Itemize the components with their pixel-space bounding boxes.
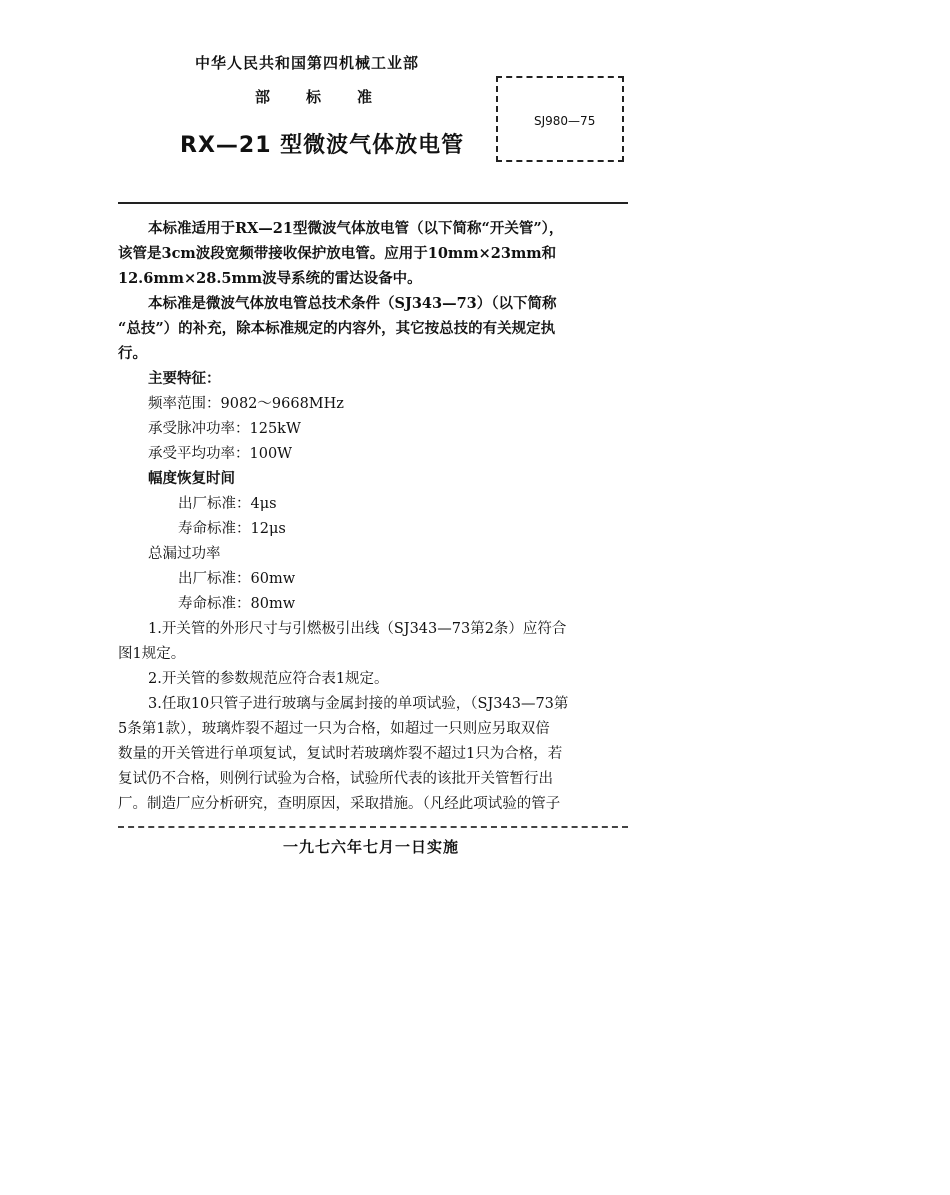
feature-pulse-power: 承受脉冲功率：125kW	[148, 421, 301, 437]
standard-code: SJ980—75	[534, 114, 596, 128]
para1-line1: 本标准适用于RX—21型微波气体放电管（以下简称“开关管”），	[148, 220, 564, 237]
para1-line3: 12.6mm×28.5mm波导系统的雷达设备中。	[118, 270, 422, 287]
item3-line3: 数量的开关管进行单项复试，复试时若玻璃炸裂不超过1只为合格，若	[118, 746, 563, 762]
title-divider	[118, 202, 628, 204]
para1-line2: 该管是3cm波段宽频带接收保护放电管。应用于10mm×23mm和	[118, 245, 557, 262]
item3-line1: 3.任取10只管子进行玻璃与金属封接的单项试验，（SJ343—73第	[148, 696, 569, 712]
leakage-life-standard: 寿命标准：80mw	[178, 596, 296, 612]
document-title: RX—21 型微波气体放电管	[180, 133, 465, 158]
recovery-life-standard: 寿命标准：12μs	[178, 521, 286, 537]
ministry-heading: 中华人民共和国第四机械工业部	[195, 54, 420, 72]
feature-average-power: 承受平均功率：100W	[148, 446, 293, 462]
para2-line2: “总技”）的补充，除本标准规定的内容外，其它按总技的有关规定执	[118, 320, 556, 337]
item1-line2: 图1规定。	[118, 646, 186, 662]
item1-line1: 1.开关管的外形尺寸与引燃极引出线（SJ343—73第2条）应符合	[148, 621, 567, 637]
feature-leakage-power: 总漏过功率	[148, 546, 221, 562]
item2: 2.开关管的参数规范应符合表1规定。	[148, 671, 389, 687]
leakage-factory-standard: 出厂标准：60mw	[178, 571, 296, 587]
recovery-factory-standard: 出厂标准：4μs	[178, 496, 277, 512]
effective-date: 一九七六年七月一日实施	[283, 838, 460, 856]
standard-code-box	[496, 76, 624, 162]
standard-label: 部标准	[255, 88, 409, 106]
feature-frequency: 频率范围：9082～9668MHz	[148, 396, 344, 412]
footer-divider	[118, 826, 628, 828]
para2-line3: 行。	[118, 345, 147, 362]
item3-line5: 厂。制造厂应分析研究，查明原因，采取措施。（凡经此项试验的管子	[118, 796, 561, 812]
item3-line4: 复试仍不合格，则例行试验为合格，试验所代表的该批开关管暂行出	[118, 771, 553, 787]
features-heading: 主要特征：	[148, 370, 221, 387]
feature-recovery-time: 幅度恢复时间	[148, 470, 235, 487]
para2-line1: 本标准是微波气体放电管总技术条件（SJ343—73）（以下简称	[148, 295, 557, 312]
item3-line2: 5条第1款），玻璃炸裂不超过一只为合格，如超过一只则应另取双倍	[118, 721, 550, 737]
